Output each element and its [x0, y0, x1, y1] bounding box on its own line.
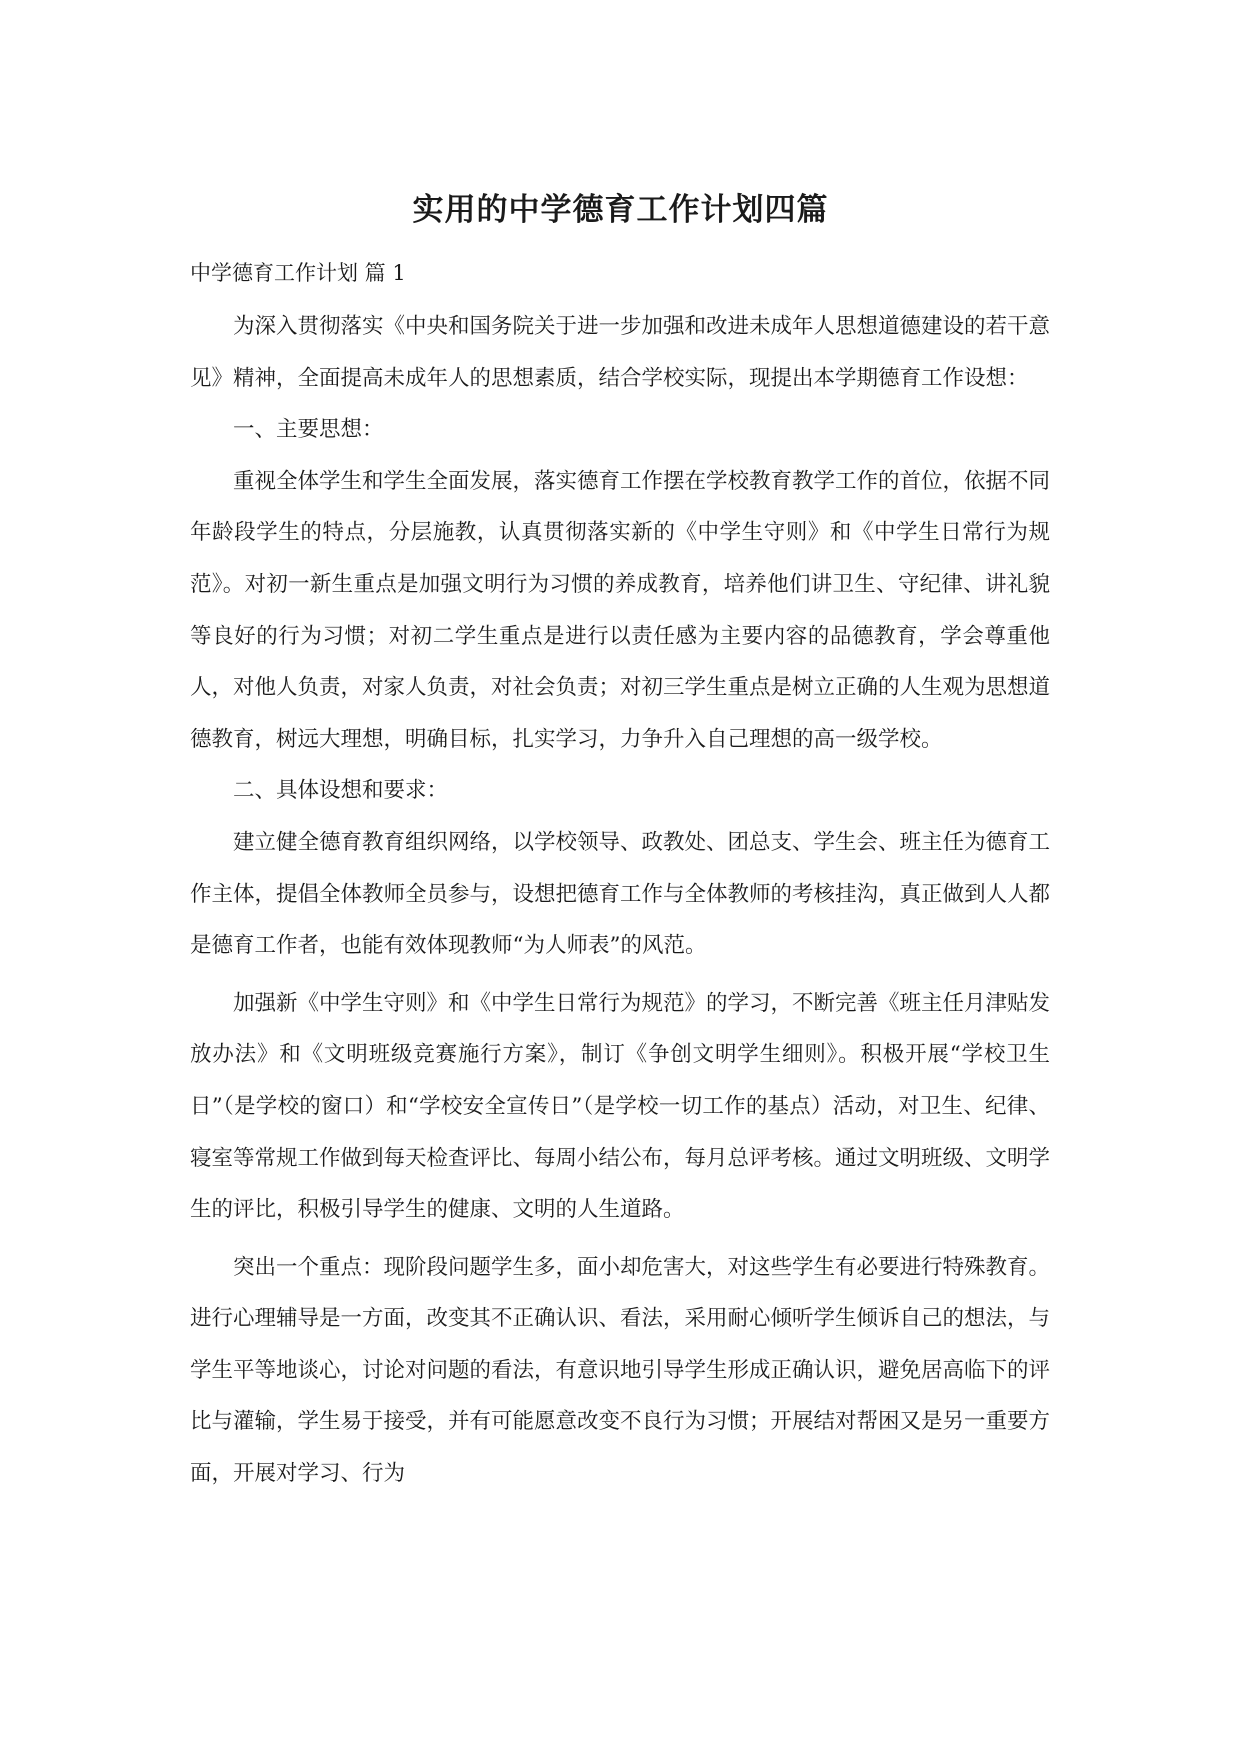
- heading-main-ideas: 一、主要思想：: [233, 417, 384, 443]
- document-body: [190, 301, 1050, 1500]
- paragraph: 突出一个重点：现阶段问题学生多，面小却危害大，对这些学生有必要进行特殊教育。进行心理辅导是一方面，改变其不正确认识、看法，采用耐心倾听学生倾诉自己的想法，与学生平等地谈心，讨论对问题的看法，有意识地引导学生形成正确认识，避免居高临下的评比与灌输，学生易于接受，并有可能愿意改变不良行为习惯；开展结对帮困又是另一重要方面，开展对学习、行为: [190, 1254, 1051, 1487]
- paragraph: 加强新《中学生守则》和《中学生日常行为规范》的学习，不断完善《班主任月津贴发放办法》和《文明班级竞赛施行方案》，制订《争创文明学生细则》。积极开展“学校卫生日”（是学校的窗口）和“学校安全宣传日”（是学校一切工作的基点）活动，对卫生、纪律、寝室等常规工作做到每天检查评比、每周小结公布，每月总评考核。通过文明班级、文明学生的评比，积极引导学生的健康、文明的人生道路。: [190, 990, 1051, 1223]
- heading-specific-plans: 二、具体设想和要求：: [233, 778, 449, 804]
- document-title: 实用的中学德育工作计划四篇: [412, 192, 829, 228]
- paragraph: 为深入贯彻落实《中央和国务院关于进一步加强和改进未成年人思想道德建设的若干意见》精神，全面提高未成年人的思想素质，结合学校实际，现提出本学期德育工作设想：: [190, 314, 1051, 391]
- paragraph: 重视全体学生和学生全面发展，落实德育工作摆在学校教育教学工作的首位，依据不同年龄段学生的特点，分层施教，认真贯彻落实新的《中学生守则》和《中学生日常行为规范》。对初一新生重点是加强文明行为习惯的养成教育，培养他们讲卫生、守纪律、讲礼貌等良好的行为习惯；对初二学生重点是进行以责任感为主要内容的品德教育，学会尊重他人，对他人负责，对家人负责，对社会负责；对初三学生重点是树立正确的人生观为思想道德教育，树远大理想，明确目标，扎实学习，力争升入自己理想的高一级学校。: [190, 468, 1051, 752]
- section-label: 中学德育工作计划 篇 1: [190, 261, 406, 285]
- paragraph: 建立健全德育教育组织网络，以学校领导、政教处、团总支、学生会、班主任为德育工作主体，提倡全体教师全员参与，设想把德育工作与全体教师的考核挂沟，真正做到人人都是德育工作者，也能有效体现教师“为人师表”的风范。: [190, 829, 1051, 959]
